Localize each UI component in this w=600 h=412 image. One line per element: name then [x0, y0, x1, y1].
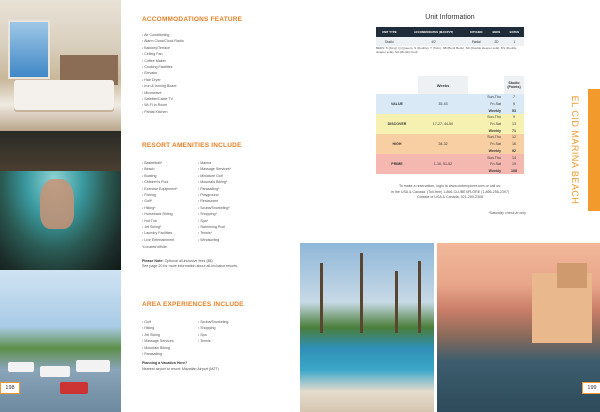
unit-cell: 2D [488, 37, 505, 46]
rate-row [376, 134, 524, 141]
resort-amenity-item: • Horseback Riding [142, 211, 198, 217]
unit-cell: Partial [465, 37, 488, 46]
area-experience-item: • Jet Skiing [142, 332, 198, 338]
planning-text: Nearest airport to resort: Mazatlán Airport (MZT) [142, 367, 219, 372]
accommodations-section [142, 16, 292, 115]
resort-amenity-item: • Beach [142, 166, 198, 172]
resort-amenity-item: • Hiking* [142, 205, 198, 211]
area-experience-item: • Spa [198, 332, 278, 338]
resort-amenities-title: RESORT AMENITIES INCLUDE [142, 142, 242, 149]
area-experiences-col2 [198, 319, 278, 357]
reservation-info [372, 184, 528, 201]
rate-points: 7 [504, 94, 524, 101]
season-name: VALUE [376, 94, 418, 114]
please-note-text: Optional all-inclusive fees ($$) [164, 258, 213, 263]
rates-table [376, 76, 524, 174]
area-experience-item: • Scuba/Snorkeling [198, 319, 278, 325]
accommodation-item: • Wi-Fi In Room [142, 102, 292, 108]
rate-row [376, 154, 524, 161]
unit-cell: 1 [505, 37, 524, 46]
reserve-line-3: Outside of USA & Canada: 321-250-2308 [417, 195, 483, 200]
side-tab [588, 89, 600, 211]
rate-day-label: Weekly [468, 148, 504, 155]
see-page-note: See page 20 for more information about all-inclusive resorts. [142, 264, 239, 269]
area-experience-item: • Shopping [198, 325, 278, 331]
planning-label: Planning a Vacation Here? [142, 361, 188, 366]
accommodation-item: • Cooking Facilities [142, 64, 292, 70]
season-weeks: 17-27, 44-50 [418, 114, 468, 134]
rate-day-label: Weekly [468, 168, 504, 175]
unit-header-cell: ACCOMMODATES (MAX/PVT) [403, 27, 465, 37]
resort-amenity-item: • Scuba/Snorkeling* [198, 205, 278, 211]
please-note-label: Please Note: [142, 258, 164, 263]
accommodation-item: • Alarm Clock/Clock Radio [142, 38, 292, 44]
resort-amenity-item: • Basketball* [142, 160, 198, 166]
unit-header-cell: BEDS [488, 27, 505, 37]
unit-header-cell: BATHS [505, 27, 524, 37]
season-name: HIGH [376, 134, 418, 154]
unit-table [376, 27, 524, 46]
rate-points: 13 [504, 121, 524, 128]
resort-amenity-item: • Tennis* [198, 230, 278, 236]
rate-day-label: Sun-Thu [468, 94, 504, 101]
resort-amenity-item: • Children's Pool [142, 179, 198, 185]
page-number-left: 198 [0, 382, 20, 394]
studio-header: Studio (Points) [504, 76, 524, 94]
cave-swimming-photo [0, 131, 121, 270]
rate-row [376, 94, 524, 101]
season-weeks: 28-32 [418, 134, 468, 154]
rate-points: 9 [504, 114, 524, 121]
rate-day-label: Fri-Sat [468, 141, 504, 148]
accommodation-item: • Elevator [142, 70, 292, 76]
accommodation-item: • Hair Dryer [142, 77, 292, 83]
resort-amenity-item: • Windsurfing [198, 237, 278, 243]
accommodations-title: ACCOMMODATIONS FEATURE [142, 16, 243, 23]
resort-amenity-item: • Golf* [142, 198, 198, 204]
unit-cell: 4/2 [403, 37, 465, 46]
season-weeks: 1-16, 51-52 [418, 154, 468, 174]
resort-amenity-item: • Parasailing* [198, 186, 278, 192]
area-experience-item: • Mountain Biking [142, 345, 198, 351]
resort-amenity-item: • Exercise Equipment* [142, 186, 198, 192]
resort-amenity-item: • Mountain Biking* [198, 179, 278, 185]
resort-name-vertical: EL CID MARINA BEACH [570, 95, 580, 205]
pool-palms-photo [300, 243, 434, 412]
resort-amenity-item: • Laundry Facilities [142, 230, 198, 236]
resort-amenity-item: • Live Entertainment [142, 237, 198, 243]
rate-points: 16 [504, 141, 524, 148]
season-weeks: 35-43 [418, 94, 468, 114]
resort-amenity-item: • Jet Skiing* [142, 224, 198, 230]
area-experiences-col1 [142, 319, 198, 357]
resort-amenity-item: • Restaurant [198, 198, 278, 204]
resort-amenity-item: • Boating [142, 173, 198, 179]
accommodation-item: • Iron & Ironing Board [142, 83, 292, 89]
marina-sunset-photo [437, 243, 600, 412]
rate-day-label: Fri-Sat [468, 121, 504, 128]
rate-points: 53 [504, 107, 524, 114]
rate-day-label: Sun-Thu [468, 154, 504, 161]
resort-amenities-col2 [198, 160, 278, 243]
area-experience-item: • Tennis [198, 338, 278, 344]
reserve-line-1: To make a reservation, login to www.clubexplorer.com or call us: [398, 184, 502, 188]
rate-day-label: Fri-Sat [468, 101, 504, 108]
rate-row [376, 114, 524, 121]
area-experiences-section [142, 301, 292, 373]
area-experience-item: • Hiking [142, 325, 198, 331]
rate-points: 92 [504, 148, 524, 155]
resort-amenity-item: • Hot Tub [142, 218, 198, 224]
accommodation-item: • Satellite/Cable TV [142, 96, 292, 102]
resort-amenity-item: • Swimming Pool [198, 224, 278, 230]
hotel-room-photo [0, 0, 121, 131]
rate-points: 71 [504, 127, 524, 134]
resort-amenity-item: • Fishing [142, 192, 198, 198]
area-experience-item: • Golf [142, 319, 198, 325]
rate-day-label: Weekly [468, 107, 504, 114]
resort-amenity-item: • Miniature Golf [198, 173, 278, 179]
page-number-right: 199 [582, 382, 600, 394]
accommodation-item: • Coffee Maker [142, 58, 292, 64]
rate-points: 12 [504, 134, 524, 141]
unit-info-title: Unit Information [425, 14, 475, 21]
resort-amenity-item: • Playground [198, 192, 278, 198]
accommodation-item: • Partial Kitchen [142, 109, 292, 115]
offsite-note: *Located offsite. [142, 245, 168, 250]
resort-amenity-item: • Marina [198, 160, 278, 166]
rate-day-label: Sun-Thu [468, 134, 504, 141]
rate-points: 9 [504, 101, 524, 108]
area-experience-item: • Parasailing [142, 351, 198, 357]
accommodation-item: • Balcony/Terrace [142, 45, 292, 51]
unit-beds-note: BEDS: K (King), Q (Queen), S (Double), T (Twin), SB (Bunk Beds), SD (Double sleeper sofa), DS (Double sleeper sofa), SA (Murphy bed) [376, 46, 517, 55]
reserve-line-2: In the USA & Canada: (Toll-free) 1-866-CLUBEXPLORE (1-866-258-2397) [390, 189, 510, 194]
accommodations-list [142, 32, 292, 115]
rate-points: 108 [504, 168, 524, 175]
rate-day-label: Weekly [468, 127, 504, 134]
weeks-header: Weeks [418, 76, 468, 94]
season-name: PRIME [376, 154, 418, 174]
accommodation-item: • Air Conditioning [142, 32, 292, 38]
rate-day-label: Sun-Thu [468, 114, 504, 121]
unit-header-cell: UNIT TYPE [376, 27, 403, 37]
unit-cell: Studio [376, 37, 403, 46]
unit-header-cell: KITCHEN [465, 27, 488, 37]
rate-day-label: Fri-Sat [468, 161, 504, 168]
planning-note [142, 361, 292, 372]
resort-amenity-item: • Shopping* [198, 211, 278, 217]
resort-amenity-item: • Spa* [198, 218, 278, 224]
accommodation-item: • Ceiling Fan [142, 51, 292, 57]
accommodation-item: • Microwave [142, 90, 292, 96]
area-experiences-title: AREA EXPERIENCES INCLUDE [142, 301, 244, 308]
season-name: DISCOVER [376, 114, 418, 134]
resort-amenities-col1 [142, 160, 198, 243]
area-experience-item: • Massage Services [142, 338, 198, 344]
resort-amenity-item: • Massage Services* [198, 166, 278, 172]
resort-amenities-section [142, 142, 292, 270]
rate-points: 14 [504, 154, 524, 161]
saturday-note: *Saturday check-in only [488, 211, 526, 215]
rate-points: 19 [504, 161, 524, 168]
